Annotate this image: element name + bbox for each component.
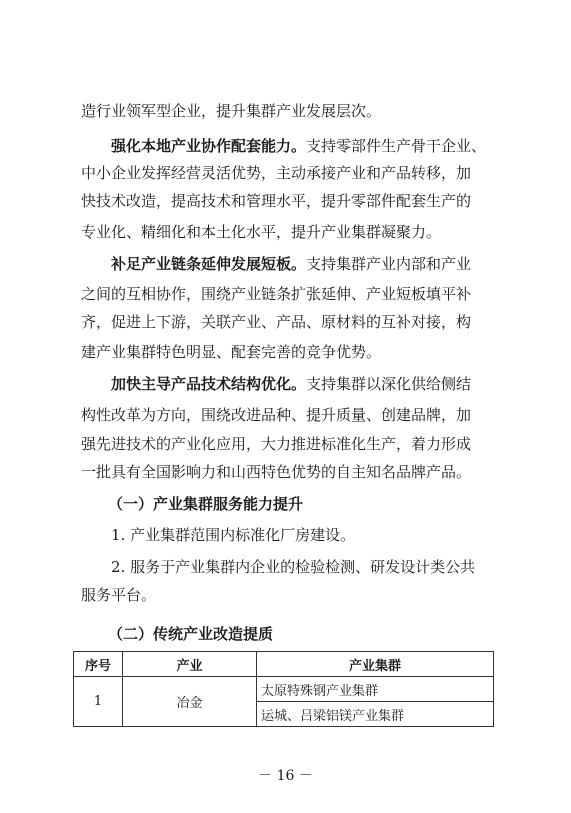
paragraph-text: 支持零部件生产骨干企业、 <box>306 137 487 155</box>
paragraph-line: 专业化、精细化和本土化水平，提升产业集群凝聚力。 <box>81 223 442 241</box>
section-heading: （二）传统产业改造提质 <box>108 625 274 643</box>
list-item: 2. 服务于产业集群内企业的检验检测、研发设计类公共 <box>111 558 476 576</box>
table-row <box>74 677 494 702</box>
section-heading: （一）产业集群服务能力提升 <box>108 495 304 513</box>
paragraph-text: 支持集群产业内部和产业 <box>306 255 472 273</box>
paragraph <box>111 136 501 156</box>
list-item-continuation: 服务平台。 <box>81 586 157 604</box>
column-header-industry: 产业 <box>123 652 257 677</box>
paragraph-text: 支持集群以深化供给侧结 <box>306 375 472 393</box>
paragraph-line: 齐，促进上下游，关联产业、产品、原材料的互补对接，构 <box>81 313 472 331</box>
paragraph-line: 造行业领军型企业，提升集群产业发展层次。 <box>81 102 382 120</box>
table-header-row <box>74 652 494 677</box>
cell-industry: 冶金 <box>123 677 257 727</box>
column-header-cluster: 产业集群 <box>257 652 494 677</box>
list-item: 1. 产业集群范围内标准化厂房建设。 <box>111 526 356 544</box>
paragraph-lead: 加快主导产品技术结构优化。 <box>111 375 307 393</box>
paragraph-line: 建产业集群特色明显、配套完善的竞争优势。 <box>81 343 382 361</box>
paragraph-line: 强先进技术的产业化应用，大力推进标准化生产，着力形成 <box>81 435 472 453</box>
paragraph-line: 之间的互相协作，围绕产业链条扩张延伸、产业短板填平补 <box>81 285 472 303</box>
cell-no: 1 <box>74 677 123 727</box>
cell-cluster: 太原特殊钢产业集群 <box>257 677 494 702</box>
column-header-no: 序号 <box>74 652 123 677</box>
paragraph-lead: 补足产业链条延伸发展短板。 <box>111 255 307 273</box>
paragraph <box>111 254 501 274</box>
industry-table <box>73 651 494 727</box>
paragraph-line: 构性改革为方向，围绕改进品种、提升质量、创建品牌，加 <box>81 406 472 424</box>
cell-cluster: 运城、吕梁铝镁产业集群 <box>257 702 494 727</box>
paragraph <box>111 374 501 394</box>
paragraph-line: 中小企业发挥经营灵活优势，主动承接产业和产品转移，加 <box>81 164 472 182</box>
paragraph-line: 快技术改造，提高技术和管理水平，提升零部件配套生产的 <box>81 192 472 210</box>
paragraph-lead: 强化本地产业协作配套能力。 <box>111 137 307 155</box>
page-number: － 16 － <box>258 768 313 784</box>
paragraph-line: 一批具有全国影响力和山西特色优势的自主知名品牌产品。 <box>81 463 472 481</box>
